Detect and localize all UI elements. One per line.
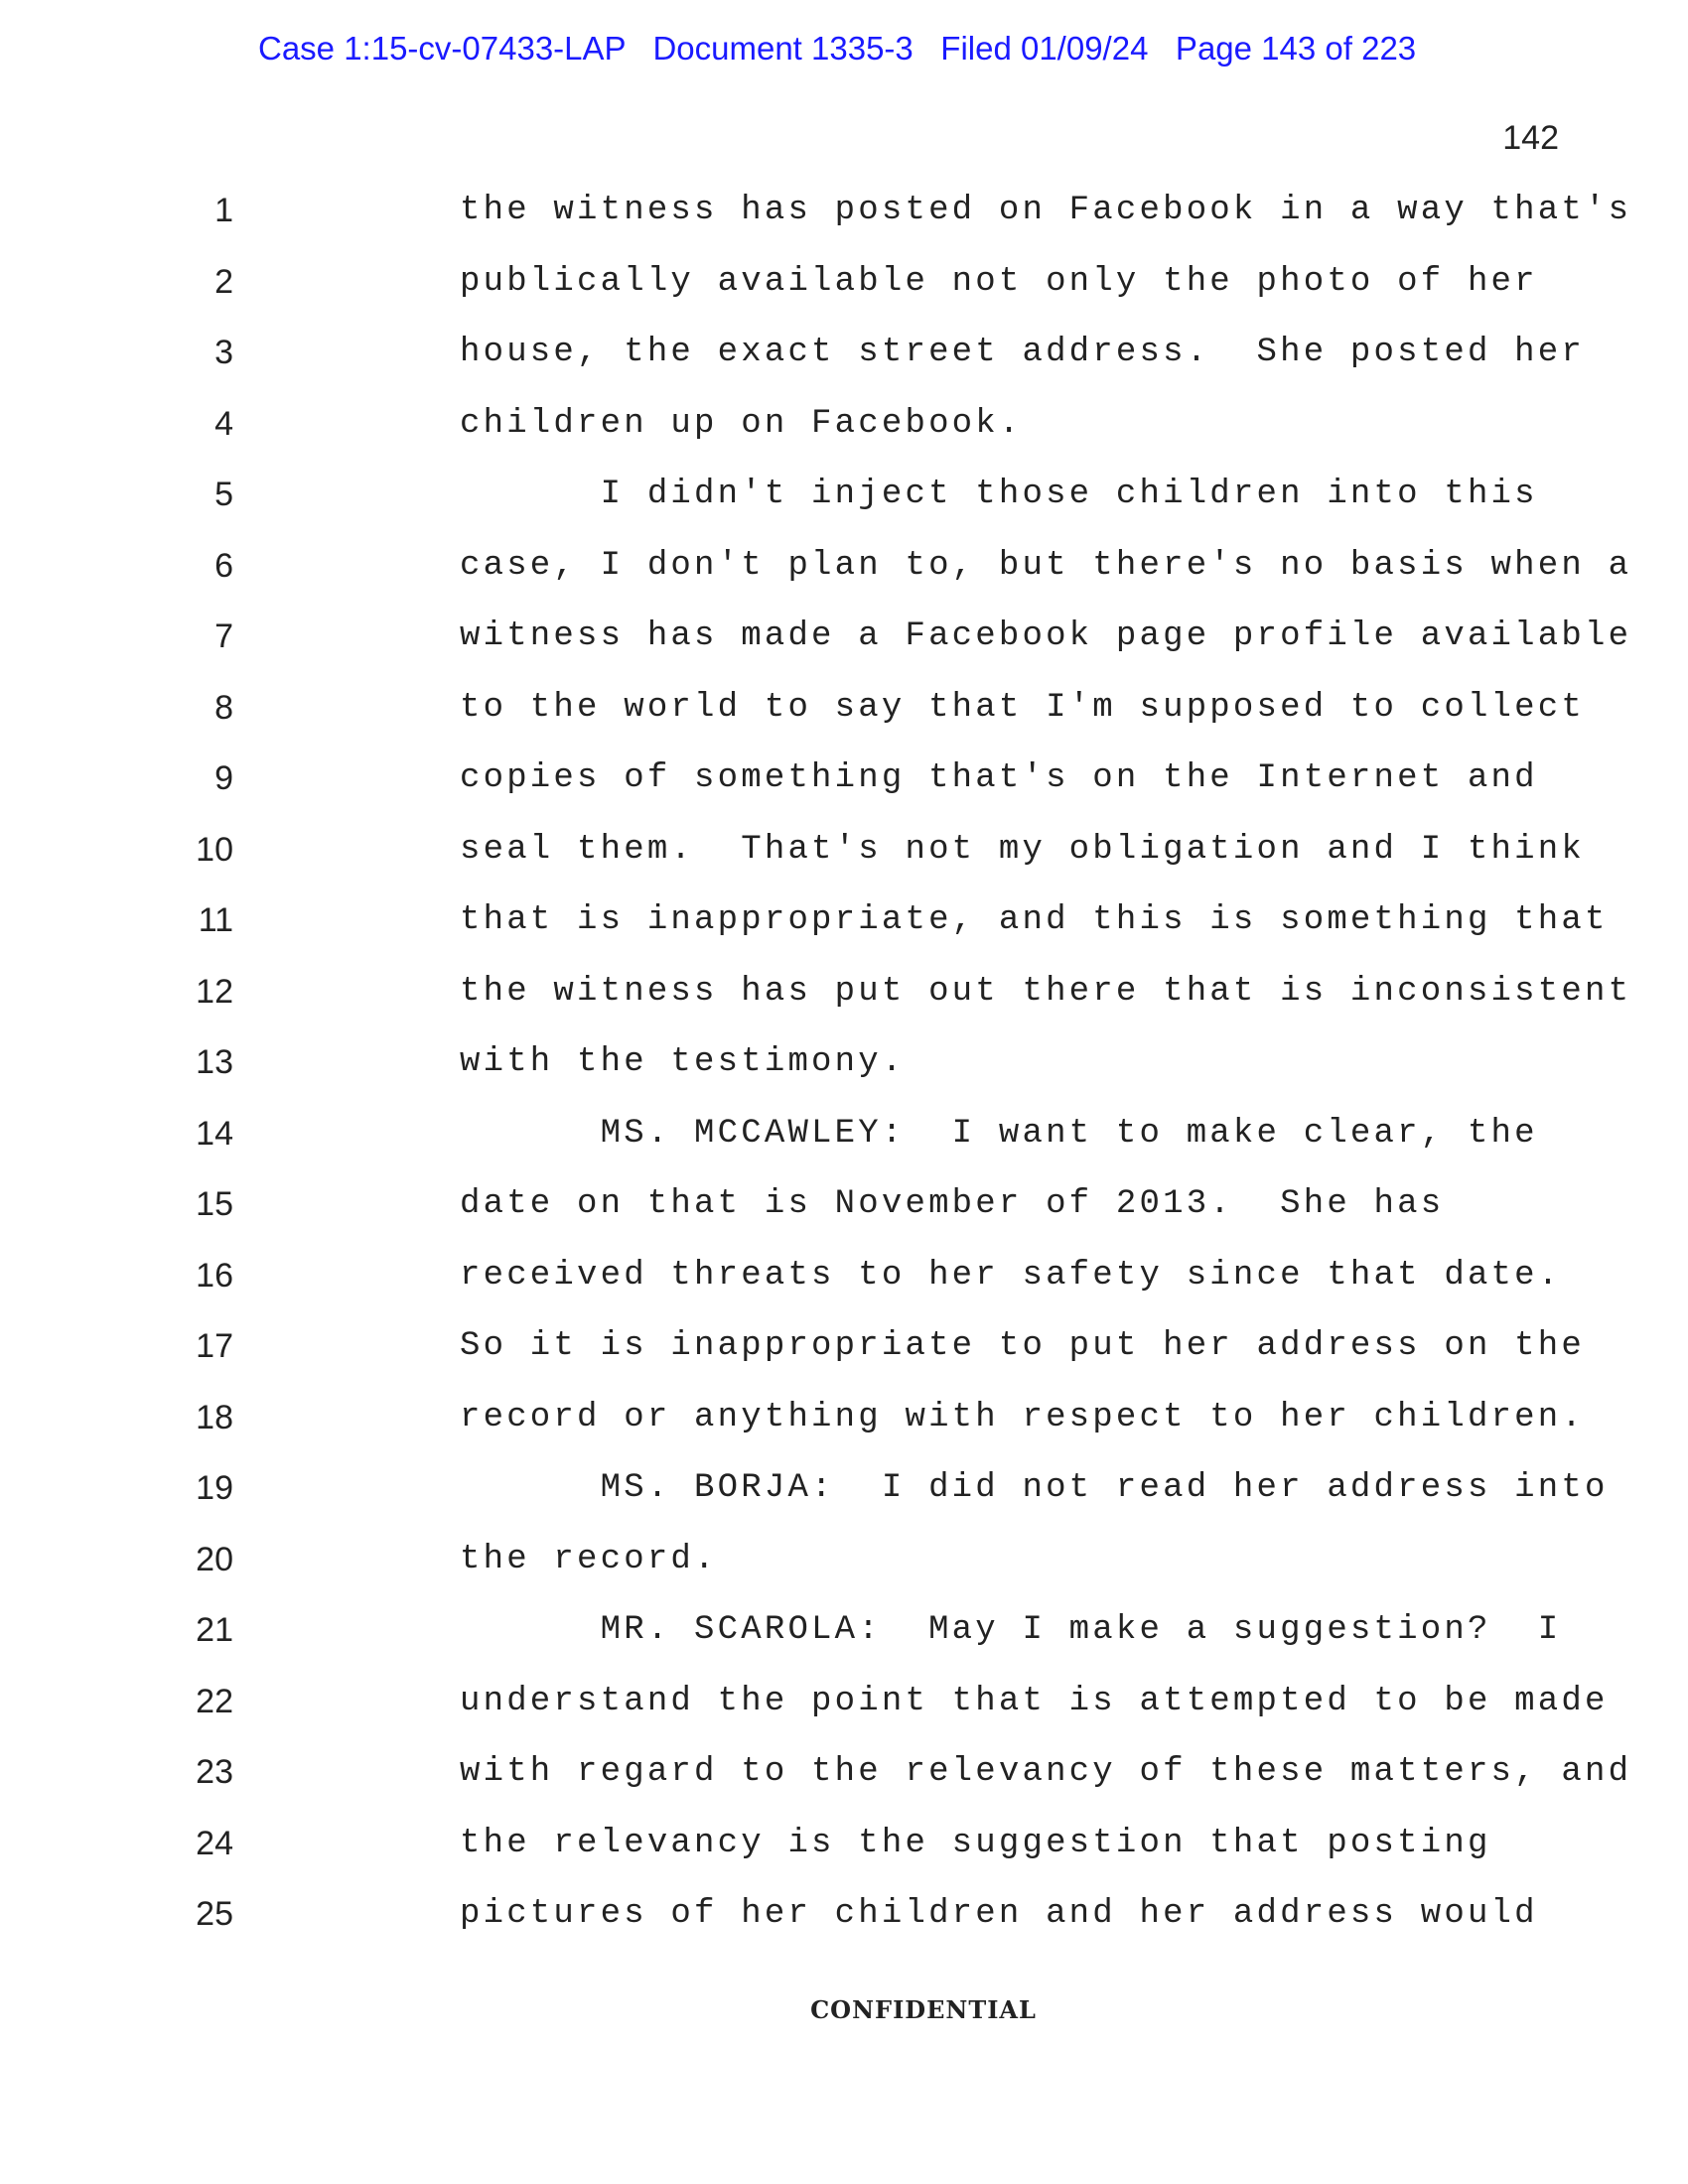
- line-text: MS. BORJA: I did not read her address into: [460, 1469, 1609, 1507]
- line-number: 23: [196, 1753, 233, 1791]
- line-number: 22: [196, 1682, 233, 1720]
- line-text: children up on Facebook.: [460, 404, 1023, 443]
- line-text: the record.: [460, 1540, 718, 1578]
- transcript-line: [0, 189, 1688, 260]
- line-number: 19: [196, 1469, 233, 1507]
- transcript-line: [0, 1466, 1688, 1538]
- line-text: the relevancy is the suggestion that posting: [460, 1824, 1491, 1862]
- page-number: 142: [1502, 119, 1559, 157]
- line-text: publically available not only the photo of her: [460, 262, 1538, 301]
- line-number: 21: [196, 1611, 233, 1649]
- transcript-line: [0, 1892, 1688, 1964]
- line-text: I didn't inject those children into this: [460, 476, 1538, 513]
- line-number: 7: [214, 617, 233, 655]
- line-number: 20: [196, 1540, 233, 1578]
- transcript-line: [0, 1608, 1688, 1680]
- line-text: received threats to her safety since that date.: [460, 1256, 1562, 1295]
- line-number: 15: [196, 1185, 233, 1223]
- transcript-line: [0, 1112, 1688, 1183]
- line-number: 25: [196, 1895, 233, 1933]
- line-number: 16: [196, 1256, 233, 1295]
- line-text: date on that is November of 2013. She has: [460, 1185, 1445, 1223]
- transcript-line: [0, 1182, 1688, 1254]
- line-number: 5: [214, 476, 233, 513]
- transcript-line: [0, 402, 1688, 474]
- line-text: So it is inappropriate to put her address on the: [460, 1327, 1585, 1365]
- confidential-footer: CONFIDENTIAL: [810, 1995, 1037, 2024]
- transcript-line: [0, 1750, 1688, 1822]
- transcript-line: [0, 614, 1688, 686]
- line-text: MR. SCAROLA: May I make a suggestion? I: [460, 1611, 1562, 1649]
- line-text: the witness has put out there that is inconsistent: [460, 972, 1632, 1011]
- line-text: the witness has posted on Facebook in a way that's: [460, 192, 1632, 229]
- transcript-line: [0, 473, 1688, 544]
- transcript-line: [0, 1538, 1688, 1609]
- transcript-line: [0, 686, 1688, 757]
- line-number: 6: [214, 546, 233, 585]
- line-number: 4: [214, 404, 233, 443]
- line-number: 14: [196, 1114, 233, 1153]
- transcript-line: [0, 1396, 1688, 1467]
- transcript-line: [0, 1254, 1688, 1325]
- line-number: 12: [196, 972, 233, 1011]
- transcript-body: [0, 189, 1688, 1964]
- line-number: 10: [196, 830, 233, 869]
- line-number: 24: [196, 1824, 233, 1862]
- transcript-line: [0, 544, 1688, 615]
- line-number: 13: [196, 1043, 233, 1081]
- line-number: 3: [214, 334, 233, 371]
- transcript-line: [0, 970, 1688, 1041]
- transcript-line: [0, 260, 1688, 332]
- transcript-line: [0, 1822, 1688, 1893]
- line-text: seal them. That's not my obligation and I think: [460, 830, 1585, 869]
- line-number: 8: [214, 688, 233, 727]
- line-number: 1: [214, 192, 233, 229]
- line-text: pictures of her children and her address would: [460, 1895, 1538, 1933]
- line-text: house, the exact street address. She posted her: [460, 334, 1585, 371]
- transcript-line: [0, 756, 1688, 828]
- line-text: with the testimony.: [460, 1043, 906, 1081]
- line-number: 18: [196, 1398, 233, 1436]
- line-number: 17: [196, 1327, 233, 1365]
- line-text: MS. MCCAWLEY: I want to make clear, the: [460, 1114, 1538, 1153]
- transcript-line: [0, 1680, 1688, 1751]
- line-text: copies of something that's on the Internet and: [460, 759, 1538, 797]
- transcript-line: [0, 898, 1688, 970]
- case-header: Case 1:15-cv-07433-LAP Document 1335-3 Filed 01/09/24 Page 143 of 223: [258, 30, 1417, 67]
- line-number: 11: [198, 901, 233, 939]
- line-text: to the world to say that I'm supposed to collect: [460, 688, 1585, 727]
- line-text: with regard to the relevancy of these matters, and: [460, 1753, 1632, 1791]
- transcript-line: [0, 331, 1688, 402]
- line-text: that is inappropriate, and this is something that: [460, 901, 1609, 939]
- transcript-line: [0, 1040, 1688, 1112]
- line-number: 9: [214, 759, 233, 797]
- transcript-line: [0, 1324, 1688, 1396]
- line-text: case, I don't plan to, but there's no basis when a: [460, 546, 1632, 585]
- line-number: 2: [214, 262, 233, 301]
- transcript-line: [0, 828, 1688, 899]
- line-text: understand the point that is attempted to be made: [460, 1682, 1609, 1720]
- line-text: witness has made a Facebook page profile available: [460, 617, 1632, 655]
- line-text: record or anything with respect to her children.: [460, 1398, 1585, 1436]
